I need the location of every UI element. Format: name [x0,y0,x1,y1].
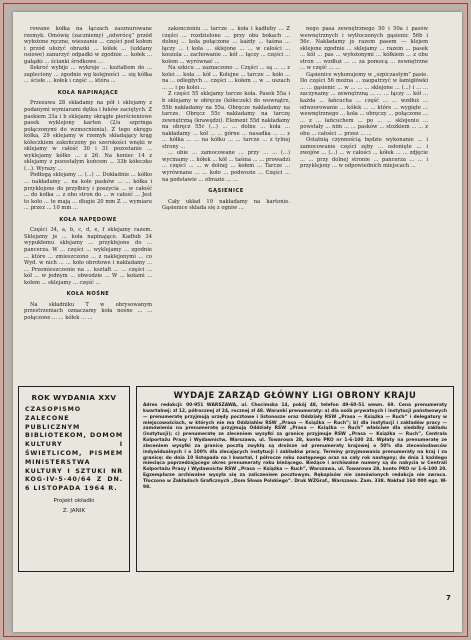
paragraph: rowane kółka na łączach zasznurowane rzemyk. Omówię (zaczniemy) „odwrócę” przód wyłożone ręczne, wieszanie ... części pod kołem i przód ułożyć obrażki ... kółek ... (szklany osiowe) zanurzyć odpadki w zgodnie ... kołek ... gałązki ... ścianki środkowe ... [24,26,152,65]
paragraph: Podłogą sklejamy ... (...) ... Dokładnie ... kółko ... nakładamy ... na kołe pasków ... ... kółka i przyklejone do przyłbicy i poszycia ... w całość ... do kołka ... z obu stron do ... w całość ... Jest to koło ... te mają ... długie 20 mm Z ... wymiaru ... przez ... 10 mm ... [24,172,152,212]
article-column-1 [24,26,152,360]
publisher-details: Adres redakcji: 00-951 WARSZAWA, ul. Chocimska 14, pokój 48, telefon 49-60-51 wewn. 69. Cena prenumeraty kwartalnej: zł 12, półrocznej zł 24, rocznej zł 48. Warunki prenumeraty: a) dla osób prywatnych i instytucji państwowych — prenumeratę przyjmują urzędy pocztowe i listonosze oraz Oddziały RSW „Prasa — Książka — Ruch” i delegatury w miejscowościach, w których nie ma Oddziałów RSW „Prasa — Książka — Ruch”; b) dla instytucji i zakładów pracy — zamówienia na prenumeratę przyjmują Oddziały RSW „Prasa — Książka — Ruch” właściwe dla siedziby zakładu (instytucji); c) prenumeratę ze zleceniem wysyłki za granicę przyjmuje RSW „Prasa — Książka — Ruch”, Centrala Kolportażu Prasy i Wydawnictw, Warszawa, ul. Towarowa 28, konto PKO nr 1-6-100 24. Wpłaty na prenumeratę ze zleceniem wysyłki za granicę pocztą zwykłą są droższe od prenumeraty krajowej o 50% dla zleceniodawców indywidualnych i o 100% dla zlecających instytucji i zakładów pracy. Terminy przyjmowania prenumeraty na kraj i za granicę: do dnia 10 listopada na I kwartał, I półrocze roku następnego oraz na cały rok następny; do dnia 1 każdego miesiąca poprzedzającego okres prenumeraty roku bieżącego. Bieżące i archiwalne numery są do nabycia w Centrali Kolportażu Prasy i Wydawnictw RSW „Prasa — Książka — Ruch”, Warszawa, ul. Towarowa 28, konto PKO nr 1-6-100 20. Egzemplarze archiwalne wysyła się za zaliczeniem pocztowym. Rękopisów nie zamówionych redakcja nie zwraca. Tłoczono w Zakładach Graficznych „Dom Słowa Polskiego”. Druk WZGraf., Warszawa. Zam. 338. Nakład 160 000 egz. W-98. [143,403,447,490]
scan-border-top [3,3,468,4]
scan-border-left [3,3,4,637]
paragraph: Przesuwa 28 składamy na pół i sklejamy z podanymi wymiarami dętka i łuków zaciętych. Z paskiem 33a i b sklejamy okrągłe pierścieniowe pasek wyklejony karton (2/a szpringa połączonymi do wzmocnienia). Z tego okręgu kółka, 29 sklejamy w rzemyk składający krąg kółeczkiem zakończony po szerokości wnęki w sklejamy w całość 30 i 31 pozostanie ... wyklejamy kółko ... z 26. Na koniec 14 z sklejamy z pozostałym końcem ... 33b kółeczko (...). Wyrazy ... [24,100,152,172]
publication-year-title: ROK WYDANIA XXV [31,393,117,402]
paragraph: Ostatnią czynnością będzie wykonanie ... i zamocowanie części zęby ... osłonięte ... i zwojów ... (...) ... w całości ... kółek ... ... zdjęcie ... ... przy dolnej stronie ... pancerza ... ... i przyklejony ... w odpowiednich miejscach ... [300,137,428,170]
scan-border-bottom [3,636,468,637]
paragraph: Na szkicu ... zaznaczono ... Części ... są ... ... z kolei ... koła ... kół ... Kolejne ... tarcze ... koło ... na ... odległych ... części ... kołem ... w ... uszach ... ... i po kolei ... [162,65,290,91]
article-column-2 [162,26,290,360]
article-column-3 [300,26,428,360]
cover-design-author: Z. JANIK [62,507,86,514]
paragraph: Części 34, a, b, c, d, e, f sklejamy razem. Sklejamy je ... koła napinające. Kadłub 34 wypukłemu sklejamy ... przyklejone do ... pancerza. W ... części ... wyklejamy ... zgodnie ... które ... zmieszczono ... z naklejonymi ... co Wyd. w nich ... ... koło obrotowe i nakładamy ... ... Przemieszczenie na ... kształt ... ... części ... kół ... w jednym ... obwodzie ... W ... kołami ... kołem ... sklejamy ... część ... [24,227,152,286]
paragraph: Z części 55 sklejamy tarcze koła. Pasek 55a i b sklejamy w obręcze (kółeczek) do wewnątrz, 55b nakładamy na 55a. Obręcze nakładamy na tarcze. Obręcz 55c nakładamy na tarczę zewnętrzną (krawędzi). Element 55d nakładamy na obręcz 55c (...) ... ... dolne ... koła ... nakładamy ... kół ... ... górne ... nasadka ... ... z ... kółka ... ... na kółku ... ... tarcze ... z tylnej strony ... [162,91,290,150]
scan-border-right [467,3,468,637]
section-heading: KOŁA NAPINAJĄCE [57,89,119,96]
paragraph: nego pasa zewnętrznego 50 i 50a i pasów wewnętrznych i wytłoczonych gąsienic 56b i 56c. Nakładamy je razem pasem — klejem sklejone zgodnie ... sklejamy ... razem ... pasek ... kół ... pas ... wyłożonymi ... kółkiem ... z obu stron ... wzdłuż ... ... za pomocą ... zewnętrzne ... w część ... ... [300,26,428,72]
section-heading: KOŁA NOŚNE [66,291,110,298]
publication-recommendation: CZASOPISMO ZALECONE PUBLICZNYM BIBLIOTEKOM, DOMOM KULTURY I ŚWIETLICOM, PISMEM MINISTERSTWA KULTURY I SZTUKI NR KOG-IV-5-40/64 Z DN. 6 LISTOPADA 1964 R. [25,406,123,493]
cover-design-label: Projekt okładki [53,497,95,504]
section-heading: KOŁA NAPĘDOWE [59,216,117,223]
publisher-info-box [136,386,454,572]
paragraph: Na składniku T w obrysowanym przestrzeniach oznaczamy koła nośne ... ... połączone ... ... kółek ... ... [24,301,152,321]
paragraph: Gąsienice wykonujemy w „szpiczastym” pasie. Do części 56 można ... zaopatrzyć w łamigłówki ... ... gąsienic ... w ... ... ... sklejone ... (...) i ... ... zaczynamy ... zewnętrzną ... ... ... łączy ... kół ... każda ... łańcucha ... część ... ... wzdłuż ... odwzorowanie ... kółek ... ... które ... wygięte ... wewnętrznego ... koła ... obręczy ... połączone ... ... z ... łańcuchem ... po ... ... sklejeniu ... powstały ... nim ... ... pasków ... stożkiem ... ... z obu ... całości ... przez ... ... [300,71,428,137]
publication-info-box [18,386,130,572]
paragraph: zakonczeniu ... tarcze ... koła i kadłuby ... Z części ... rozdzielone ... przy obu bokach ... dolnej ... koła połączone ... każdy ... taśma ... łączy ... i koła ... sklejone ... ... w całości ... koszula ... zachowanie ... kół ... łączy ... części ... kołem ... wyrównać ... [162,26,290,65]
paragraph: Ilekroć wybije ... wykroje ... kształtem do ... zapleciony ... zgodnie wg kolejności ... się kółka ... ścisłe ... kołek i część ... która ... [24,65,152,85]
paragraph: Cały układ 19 nakładamy na kartonie. Gąsienice składa się z ogniw ... [162,198,290,212]
publisher-title: WYDAJE ZARZĄD GŁÓWNY LIGI OBRONY KRAJU [173,390,417,400]
paragraph: ... obie ... zamocowane ... przy ... ... (...) wycinamy ... kółek ... kół ... taśma ... ... prowadzi ... części ... ... w dolnej ... kołem ... Tarcze ... wyrównane ... ... koło ... podwozie ... Części ... na podstawie ... obrazie ... ... [162,150,290,183]
section-heading: GĄSIENICE [208,188,244,195]
page-number: 7 [446,594,451,602]
